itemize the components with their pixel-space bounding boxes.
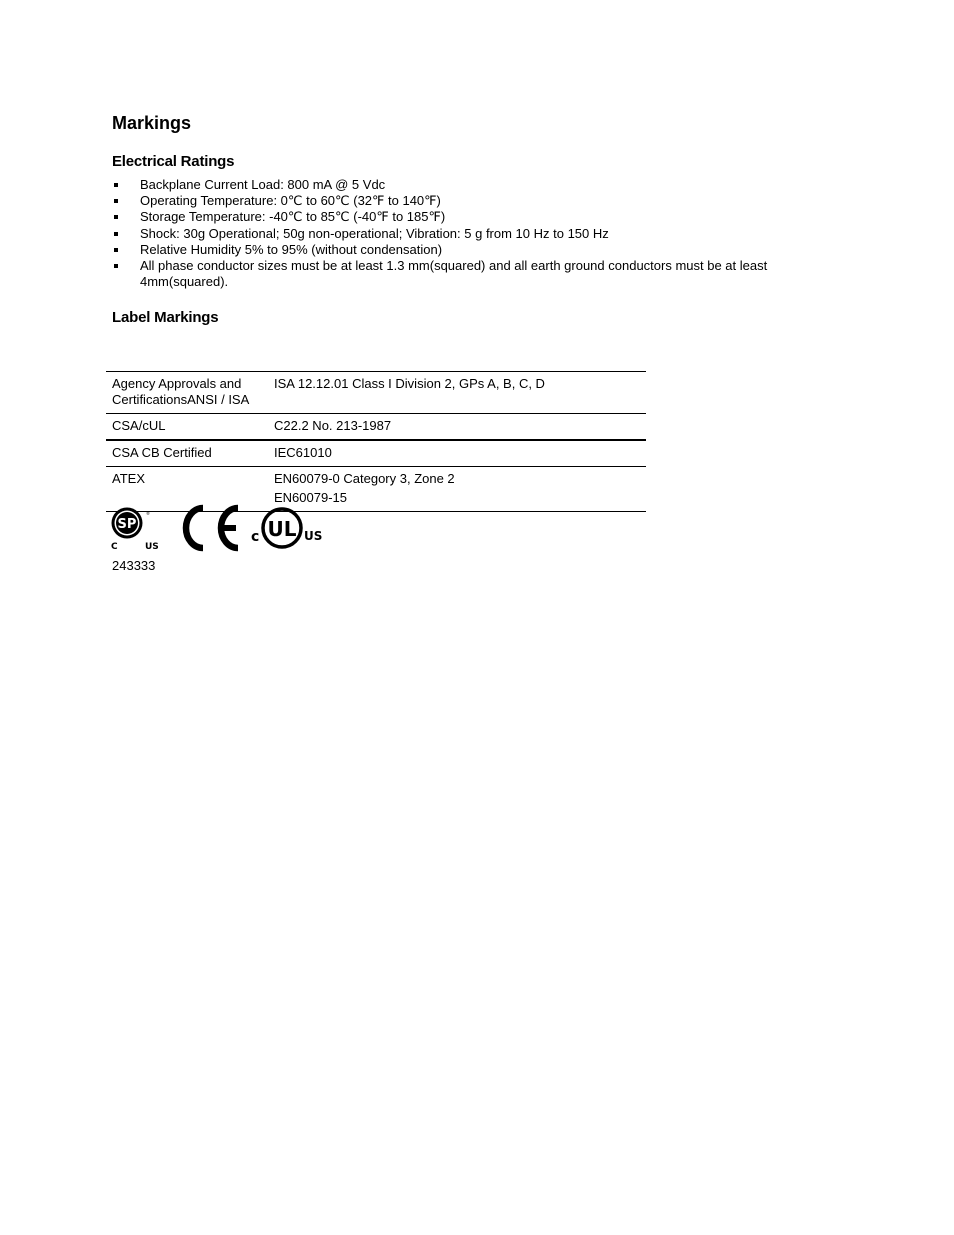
svg-text:US: US — [304, 529, 323, 543]
table-row — [106, 372, 646, 414]
certification-logos — [110, 503, 330, 553]
bullet-square-icon — [114, 248, 118, 252]
list-item: Storage Temperature: -40℃ to 85℃ (-40℉ to 185℉) — [112, 209, 832, 225]
rating-line: EN60079-0 Category 3, Zone 2 — [274, 471, 455, 486]
electrical-ratings-heading: Electrical Ratings — [112, 153, 235, 170]
svg-text:c: c — [251, 529, 260, 545]
svg-text:US: US — [145, 542, 159, 552]
agency-cell: CSA/cUL — [106, 414, 268, 441]
bullet-square-icon — [114, 232, 118, 236]
certificate-number: 243333 — [112, 558, 156, 573]
rating-cell: IEC61010 — [268, 440, 646, 467]
bullet-square-icon — [114, 183, 118, 187]
list-item: Operating Temperature: 0℃ to 60℃ (32℉ to 140℉) — [112, 193, 832, 209]
svg-text:SP: SP — [117, 517, 137, 532]
label-markings-heading: Label Markings — [112, 309, 219, 326]
list-item: All phase conductor sizes must be at least 1.3 mm(squared) and all earth ground conductors must be at least 4mm(squared). — [112, 258, 832, 290]
table-row — [106, 440, 646, 467]
list-item: Backplane Current Load: 800 mA @ 5 Vdc — [112, 177, 832, 193]
agency-cell: Agency Approvals and CertificationsANSI / ISA — [106, 372, 268, 414]
list-item: Relative Humidity 5% to 95% (without condensation) — [112, 242, 832, 258]
rating-cell: C22.2 No. 213-1987 — [268, 414, 646, 441]
csa-logo-icon — [111, 508, 159, 553]
page-title: Markings — [112, 113, 192, 133]
bullet-square-icon — [114, 264, 118, 268]
bullet-square-icon — [114, 199, 118, 203]
svg-text:®: ® — [146, 511, 150, 516]
ul-logo-icon — [251, 509, 322, 547]
label-markings-table — [106, 371, 646, 512]
rating-line: EN60079-15 — [274, 490, 347, 505]
table-row — [106, 414, 646, 441]
bullet-square-icon — [114, 215, 118, 219]
electrical-ratings-list — [112, 177, 832, 290]
agency-cell: CSA CB Certified — [106, 440, 268, 467]
rating-cell: ISA 12.12.01 Class I Division 2, GPs A, B, C, D — [268, 372, 646, 414]
svg-text:C: C — [111, 542, 118, 552]
agency-cell: ATEX — [106, 467, 268, 512]
list-item: Shock: 30g Operational; 50g non-operational; Vibration: 5 g from 10 Hz to 150 Hz — [112, 226, 832, 242]
svg-text:UL: UL — [267, 517, 297, 541]
ce-mark-icon — [186, 508, 238, 548]
